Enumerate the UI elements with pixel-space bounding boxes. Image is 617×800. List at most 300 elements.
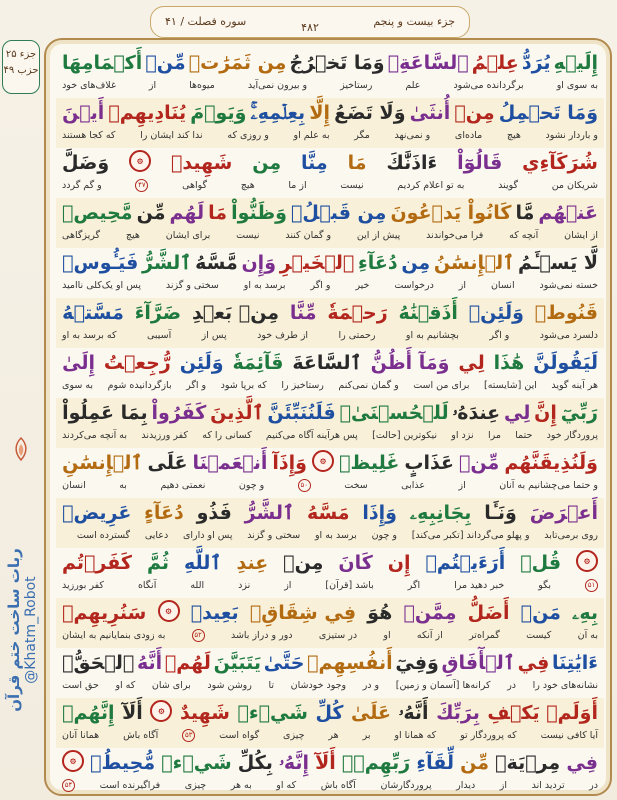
- arabic-word: لَلۡحُسۡنَىٰۚ: [339, 402, 449, 424]
- translation-word: کفر ورزیدند: [141, 430, 188, 441]
- ayah-number: ۵۳: [182, 729, 195, 742]
- translation-word: به سوی: [62, 380, 94, 391]
- arabic-word: وَلَئِنۡ: [468, 302, 524, 324]
- arabic-word: ءَاذَنَّٰكَ: [386, 152, 438, 174]
- translation-word: و چون: [371, 530, 397, 541]
- translation-word: به تو اعلام کردیم: [397, 180, 465, 191]
- translation-word: مرا: [487, 430, 501, 441]
- translation-word: که کجا هستند: [62, 130, 116, 141]
- arabic-word: ثُمَّ: [146, 552, 169, 574]
- arabic-word: رَحۡمَةٗ: [327, 302, 388, 324]
- translation-word: که همانا او: [394, 730, 437, 741]
- arabic-word: أَلَآ: [122, 702, 143, 724]
- translation-word: به سوی او: [556, 80, 598, 91]
- arabic-word: وَيَوۡمَ: [190, 102, 247, 124]
- arabic-word: ضَرَّآءَ: [134, 302, 182, 324]
- arabic-word: لِّقَآءِ: [416, 752, 455, 774]
- translation-word: کرانه‌ها [آسمان و زمین]: [395, 680, 491, 691]
- arabic-word: أَكۡمَامِهَا: [62, 52, 143, 74]
- translation-word: هر: [328, 730, 339, 741]
- arabic-word: مِن قَبۡلُۖ: [290, 202, 387, 224]
- arabic-word: ٱلشَّرُّ: [244, 502, 295, 524]
- page-number: ۴۸۲: [301, 21, 319, 34]
- tulip-ornament-icon: [10, 436, 32, 462]
- arabic-word: وَلَئِن: [179, 352, 224, 374]
- side-watermark: [2, 470, 42, 790]
- translation-word: دلسرد می‌شود: [539, 330, 598, 341]
- translation-word: دور و دراز باشد: [230, 630, 293, 641]
- arabic-word: بِهِۦ: [572, 602, 598, 624]
- translation-word: ماده‌ای: [454, 130, 483, 141]
- translation-word: از طرف خود: [257, 330, 309, 341]
- verse-line: [56, 548, 604, 598]
- verse-line: [56, 648, 604, 698]
- translation-word: نزد: [238, 580, 251, 591]
- ayah-number: ۵۱: [585, 579, 598, 592]
- arabic-word: أَضَلُّ: [467, 602, 510, 624]
- arabic-word: لَيَقُولَنَّ: [533, 352, 598, 374]
- translation-word: و اگر: [186, 380, 207, 391]
- arabic-word: إِنَّ: [534, 402, 557, 424]
- translation-word: به زودی بنمایانیم به ایشان: [62, 630, 166, 641]
- verse-line: [56, 48, 604, 98]
- arabic-word: مَسَّهُ: [306, 502, 350, 524]
- arabic-word: ٱلۡأٓفَاقِ: [441, 652, 515, 674]
- translation-word: حق است: [62, 680, 99, 691]
- arabic-word: ٱلۡإِنسَٰنِ: [62, 452, 143, 474]
- arabic-word: مِّنۡ: [459, 452, 500, 474]
- bot-handle: @Khatm_Robot: [23, 576, 39, 684]
- arabic-word: رَبِّيٓ: [560, 402, 598, 424]
- persian-translation: [62, 329, 598, 342]
- arabic-word: مِنۢ بَعۡدِ: [191, 302, 280, 324]
- translation-word: پس هرآینه آگاه می‌کنیم: [265, 430, 358, 441]
- arabic-word: وَلَنُذِيقَنَّهُم: [504, 452, 598, 474]
- translation-word: آنچه که: [509, 230, 539, 241]
- bot-title: ربات ساخت ختم قرآن: [5, 548, 23, 712]
- translation-word: چیزی: [283, 730, 305, 741]
- translation-word: این [شایسته]: [483, 380, 537, 391]
- arabic-word: مِنۡ: [283, 552, 324, 574]
- arabic-word: بِكُلِّ: [237, 752, 273, 774]
- arabic-word: بَعِيدٖ: [190, 602, 239, 624]
- arabic-word: مِّن: [136, 202, 166, 224]
- translation-word: که برپا شود: [220, 380, 267, 391]
- verse-line: [56, 98, 604, 148]
- arabic-word: مِّنَّا: [289, 302, 317, 324]
- arabic-word: حَتَّىٰ: [263, 652, 305, 674]
- arabic-word: وَإِن: [241, 252, 277, 274]
- translation-word: روی برمی‌تابد: [544, 530, 598, 541]
- arabic-text: [62, 50, 598, 76]
- arabic-word: عَلَىٰ: [351, 702, 392, 724]
- translation-word: در: [589, 780, 598, 791]
- surah-label: سوره فصلت / ۴۱: [165, 15, 247, 28]
- arabic-word: فَيَـُٔوسٞ: [62, 252, 139, 274]
- arabic-text: [62, 150, 598, 176]
- arabic-text: [62, 300, 598, 326]
- translation-word: از: [284, 580, 292, 591]
- arabic-word: لِي: [503, 402, 531, 424]
- translation-word: حتما: [515, 430, 533, 441]
- arabic-word: أَعۡرَضَ: [529, 502, 598, 524]
- arabic-word: فِي: [566, 752, 598, 774]
- translation-word: گویند: [498, 180, 519, 191]
- translation-word: که او: [276, 780, 297, 791]
- translation-word: میوه‌ها: [189, 80, 215, 91]
- arabic-word: كُلِّ: [315, 702, 344, 724]
- translation-word: و پهلو می‌گرداند [تکبر می‌کند]: [411, 530, 530, 541]
- arabic-word: فِي: [517, 652, 550, 674]
- persian-translation: [62, 379, 598, 392]
- arabic-word: ٱلشَّرُّ: [142, 252, 192, 274]
- translation-word: و گمان کنند: [285, 230, 332, 241]
- arabic-word: أَذَقۡنَٰهُ: [398, 302, 458, 324]
- translation-word: به: [119, 480, 127, 491]
- arabic-word: لِي: [458, 352, 485, 374]
- arabic-word: إِلَّا: [309, 102, 330, 124]
- arabic-word: شَيۡءٖ: [161, 752, 232, 774]
- arabic-text: [62, 550, 598, 576]
- arabic-text: [62, 350, 598, 376]
- translation-word: آسیبی: [146, 330, 172, 341]
- verse-line: [56, 398, 604, 448]
- translation-word: که پروردگار تو: [460, 730, 517, 741]
- arabic-word: مِمَّنۡ: [403, 602, 457, 624]
- arabic-word: بِرَبِّكَ: [436, 702, 480, 724]
- translation-word: و گم گردد: [62, 180, 102, 191]
- ayah-number: ۵۲: [192, 629, 205, 642]
- arabic-word: مِرۡيَةٖ: [495, 752, 561, 774]
- arabic-word: رُّجِعۡتُ: [103, 352, 171, 374]
- arabic-word: قَنُوطٞ: [534, 302, 598, 324]
- translation-word: برسد به او: [314, 530, 357, 541]
- persian-translation: [62, 779, 598, 792]
- arabic-word: عَنۡهُم: [538, 202, 598, 224]
- arabic-word: مُّحِيطُۢ: [90, 752, 156, 774]
- arabic-word: وَلَا تَضَعُ: [334, 102, 406, 124]
- arabic-word: قَآئِمَةٗ: [232, 352, 284, 374]
- verse-line: [56, 498, 604, 548]
- translation-word: و روزی که: [227, 130, 269, 141]
- verse-line: [56, 348, 604, 398]
- arabic-word: كَفَرۡتُم: [62, 552, 132, 574]
- translation-word: دعایی: [144, 530, 169, 541]
- translation-word: آیا کافی نیست: [540, 730, 598, 741]
- translation-word: و چون: [238, 480, 265, 491]
- translation-word: نیست: [236, 230, 260, 241]
- verse-line: [56, 298, 604, 348]
- arabic-word: فَلَنُنَبِّئَنَّ: [267, 402, 336, 424]
- translation-word: وجود خودشان: [290, 680, 347, 691]
- arabic-word: أُنثَىٰ: [409, 102, 451, 124]
- arabic-word: مِّن: [460, 752, 490, 774]
- translation-word: برای ایشان: [165, 230, 211, 241]
- translation-word: گواهی: [182, 180, 208, 191]
- translation-word: و اگر: [310, 280, 331, 291]
- ayah-marker-icon: ۞: [576, 550, 598, 572]
- translation-word: به هر: [230, 780, 252, 791]
- translation-word: فرا می‌خواندند: [426, 230, 484, 241]
- arabic-word: شَهِيدٌ: [179, 702, 230, 724]
- arabic-word: أَوَلَمۡ يَكۡفِ: [487, 702, 598, 724]
- translation-word: گریزگاهی: [62, 230, 101, 241]
- translation-word: پیش از این: [356, 230, 401, 241]
- arabic-word: مَنۡ: [520, 602, 561, 624]
- translation-word: از ایشان: [564, 230, 598, 241]
- arabic-word: مِن ثَمَرَٰتٖ: [188, 52, 287, 74]
- persian-translation: [62, 529, 598, 542]
- translation-word: در ستیزی: [318, 630, 358, 641]
- translation-word: باشد [قرآن]: [325, 580, 374, 591]
- arabic-word: لَهُمۡ: [164, 652, 211, 674]
- translation-word: به علم او: [293, 130, 330, 141]
- arabic-word: دُعَآءٍ: [144, 502, 184, 524]
- persian-translation: [62, 229, 598, 242]
- translation-word: نیست: [340, 180, 364, 191]
- translation-word: پس از: [201, 330, 227, 341]
- translation-word: کفر بورزید: [62, 580, 104, 591]
- translation-word: سختی و گزند: [165, 280, 219, 291]
- translation-word: تا: [268, 680, 274, 691]
- translation-word: از: [499, 780, 508, 791]
- translation-word: و بیرون نمی‌آید: [247, 80, 308, 91]
- translation-word: درخواست: [394, 280, 434, 291]
- translation-word: او: [383, 630, 391, 641]
- arabic-text: [62, 750, 598, 776]
- verse-line: [56, 448, 604, 498]
- arabic-word: عَرِيضٖ: [62, 502, 132, 524]
- arabic-word: عِندَهُۥ: [452, 402, 501, 424]
- ayah-marker-icon: ۞: [312, 450, 334, 472]
- translation-word: دیدار: [456, 780, 476, 791]
- translation-word: همانا آنان: [62, 730, 100, 741]
- translation-word: گمراه‌تر: [469, 630, 500, 641]
- translation-word: پروردگار خود: [546, 430, 598, 441]
- arabic-word: كَانُواْ يَدۡعُونَ: [390, 202, 512, 224]
- arabic-word: ٱللَّهِ: [183, 552, 222, 574]
- translation-word: تردید اند: [531, 780, 565, 791]
- arabic-word: وَظَنُّواْ: [231, 202, 287, 224]
- translation-word: هیچ: [240, 180, 255, 191]
- translation-word: بچشانیم به او: [405, 330, 459, 341]
- translation-word: رستاخیز را: [281, 380, 324, 391]
- ayah-number: ۵۰: [298, 479, 311, 492]
- arabic-word: ٱلۡحَقُّۗ: [62, 652, 135, 674]
- arabic-word: وَفِيٓ: [395, 652, 439, 674]
- ayah-number: ۵۴: [62, 779, 75, 792]
- translation-word: گواه است: [219, 730, 260, 741]
- arabic-word: مِنَّا: [301, 152, 328, 174]
- arabic-word: إِنَّهُۥ: [279, 752, 309, 774]
- arabic-word: ٱلسَّاعَةَ: [292, 352, 362, 374]
- translation-word: به آن: [577, 630, 598, 641]
- arabic-word: عَذَابٍ: [404, 452, 454, 474]
- persian-translation: [62, 79, 598, 92]
- arabic-word: شُرَكَآءِي: [522, 152, 598, 174]
- persian-translation: [62, 179, 598, 192]
- arabic-word: أَنۡعَمۡنَا: [192, 452, 268, 474]
- arabic-word: مَسَّتۡهُ: [62, 302, 124, 324]
- translation-word: برای من است: [413, 380, 470, 391]
- translation-word: هیچ: [125, 230, 140, 241]
- arabic-word: وَمَا تَحۡمِلُ: [498, 102, 598, 124]
- page-header: [150, 6, 470, 38]
- arabic-word: وَضَلَّ: [62, 152, 110, 174]
- text-frame: [44, 38, 612, 796]
- translation-word: شریکان من: [551, 180, 598, 191]
- translation-word: که او: [115, 680, 136, 691]
- translation-word: خبر دهید مرا: [454, 580, 505, 591]
- translation-word: سخت: [344, 480, 368, 491]
- arabic-word: إِلَىٰ: [62, 352, 95, 374]
- arabic-word: عَلَى: [147, 452, 188, 474]
- arabic-word: يَتَبَيَّنَ: [213, 652, 262, 674]
- translation-word: اگر: [407, 580, 421, 591]
- translation-word: هیچ: [506, 130, 521, 141]
- translation-word: پس او یک‌کلی ناامید: [62, 280, 141, 291]
- arabic-word: لَهُم: [169, 202, 205, 224]
- arabic-word: ءَايَٰتِنَا: [551, 652, 598, 674]
- persian-translation: [62, 629, 598, 642]
- verse-line: [56, 198, 604, 248]
- translation-word: از ما: [288, 180, 307, 191]
- arabic-word: كَانَ: [338, 552, 373, 574]
- arabic-word: مِن: [252, 152, 282, 174]
- arabic-word: قَالُوٓاْ: [457, 152, 503, 174]
- translation-word: خسته نمی‌شود: [539, 280, 598, 291]
- juz-label: جزء بیست و پنجم: [373, 15, 455, 28]
- arabic-word: بِجَانِبِهِۦ: [409, 502, 472, 524]
- arabic-word: يُنَادِيهِمۡ: [108, 102, 187, 124]
- arabic-word: مَّسَّهُ: [195, 252, 238, 274]
- translation-word: و اگر: [489, 330, 510, 341]
- arabic-word: دُعَآءِ: [358, 252, 398, 274]
- ayah-number: ۴۷: [135, 179, 148, 192]
- translation-word: از: [458, 480, 466, 491]
- arabic-word: يُرَدُّ: [521, 52, 551, 74]
- translation-word: غلاف‌های خود: [62, 80, 116, 91]
- arabic-word: كَفَرُواْ: [151, 402, 207, 424]
- translation-word: و گمان نمی‌کنم: [338, 380, 399, 391]
- translation-word: روشن شود: [207, 680, 252, 691]
- arabic-word: أَنفُسِهِمۡ: [307, 652, 393, 674]
- verse-line: [56, 748, 604, 796]
- translation-word: علم: [405, 80, 421, 91]
- arabic-word: أَنَّهُ: [137, 652, 163, 674]
- arabic-word: عِندِ: [236, 552, 269, 574]
- translation-word: خیر: [355, 280, 370, 291]
- arabic-word: إِن: [387, 552, 411, 574]
- translation-word: از آنکه: [416, 630, 443, 641]
- arabic-word: أَرَءَيۡتُمۡ: [425, 552, 506, 574]
- translation-word: نشانه‌های خود را: [532, 680, 598, 691]
- hizb-number: حزب ۴۹: [3, 65, 39, 76]
- arabic-word: إِنَّهُمۡ: [62, 702, 115, 724]
- translation-word: رستاخیز: [340, 80, 373, 91]
- arabic-word: غَلِيظٖ: [339, 452, 400, 474]
- ayah-marker-icon: ۞: [158, 600, 180, 622]
- arabic-word: رَبِّهِمۡۗ: [341, 752, 411, 774]
- persian-translation: [62, 279, 598, 292]
- arabic-word: ٱلۡإِنسَٰنُ: [433, 252, 515, 274]
- translation-word: آگاه باش: [123, 730, 159, 741]
- translation-word: سختی و گزند: [247, 530, 301, 541]
- translation-word: پروردگارشان: [380, 780, 432, 791]
- arabic-word: وَمَآ أَظُنُّ: [370, 352, 450, 374]
- persian-translation: [62, 729, 598, 742]
- translation-word: رحمتی را: [338, 330, 376, 341]
- translation-word: و در: [362, 680, 380, 691]
- ayah-marker-icon: ۞: [62, 750, 84, 772]
- translation-word: و حتما می‌چشانیم به آنان: [499, 480, 598, 491]
- arabic-text: [62, 400, 598, 426]
- arabic-word: شَيۡءٖ: [237, 702, 308, 724]
- translation-word: آنگاه: [137, 580, 157, 591]
- ayah-marker-icon: ۞: [129, 150, 151, 172]
- translation-word: گسترده است: [76, 530, 131, 541]
- arabic-word: أَيۡنَ: [62, 102, 105, 124]
- translation-word: که برسد به او: [62, 330, 117, 341]
- translation-word: انسان: [62, 480, 86, 491]
- arabic-word: ٱلسَّاعَةِۚ: [387, 52, 469, 74]
- persian-translation: [62, 429, 598, 442]
- arabic-text: [62, 700, 598, 726]
- arabic-word: سَنُرِيهِمۡ: [62, 602, 147, 624]
- translation-word: برسد به او: [243, 280, 286, 291]
- translation-word: انسان: [490, 280, 515, 291]
- juz-hizb-badge: [2, 40, 40, 94]
- translation-word: چیزی: [184, 780, 207, 791]
- translation-word: در: [507, 680, 517, 691]
- verse-line: [56, 248, 604, 298]
- translation-word: بازگردانیده شوم: [107, 380, 172, 391]
- arabic-text: [62, 250, 598, 276]
- arabic-text: [62, 650, 598, 676]
- arabic-word: وَنَـَٔا: [484, 502, 517, 524]
- arabic-word: بِمَا عَمِلُواْ: [62, 402, 148, 424]
- translation-word: هر آینه گوید: [551, 380, 598, 391]
- arabic-word: إِلَيۡهِ: [553, 52, 598, 74]
- arabic-word: مِنۡ: [454, 102, 495, 124]
- translation-word: از: [458, 280, 467, 291]
- ayah-marker-icon: ۞: [150, 700, 172, 722]
- arabic-text: [62, 450, 598, 476]
- translation-word: و نمی‌نهد: [394, 130, 431, 141]
- translation-word: نعمتی دهیم: [160, 480, 206, 491]
- arabic-word: ٱلَّذِينَ: [210, 402, 264, 424]
- translation-word: از: [148, 80, 157, 91]
- translation-word: بگو: [538, 580, 552, 591]
- translation-word: عذابی: [401, 480, 426, 491]
- arabic-word: مَا: [347, 152, 367, 174]
- translation-word: پس او دارای: [182, 530, 233, 541]
- arabic-word: قُلۡ: [520, 552, 562, 574]
- arabic-word: مِن: [401, 252, 431, 274]
- persian-translation: [62, 679, 598, 692]
- arabic-word: أَنَّهُۥ: [398, 702, 429, 724]
- juz-number: جزء ۲۵: [5, 49, 37, 60]
- arabic-text: [62, 500, 598, 526]
- translation-word: نزد او: [451, 430, 474, 441]
- arabic-word: هَٰذَا: [493, 352, 525, 374]
- translation-word: آگاه باش: [320, 780, 356, 791]
- arabic-word: عِلۡمُ: [471, 52, 519, 74]
- verse-line: [56, 598, 604, 648]
- translation-word: نیکوترین [حالت]: [372, 430, 437, 441]
- arabic-word: شَهِيدٖ: [170, 152, 233, 174]
- verse-line: [56, 698, 604, 748]
